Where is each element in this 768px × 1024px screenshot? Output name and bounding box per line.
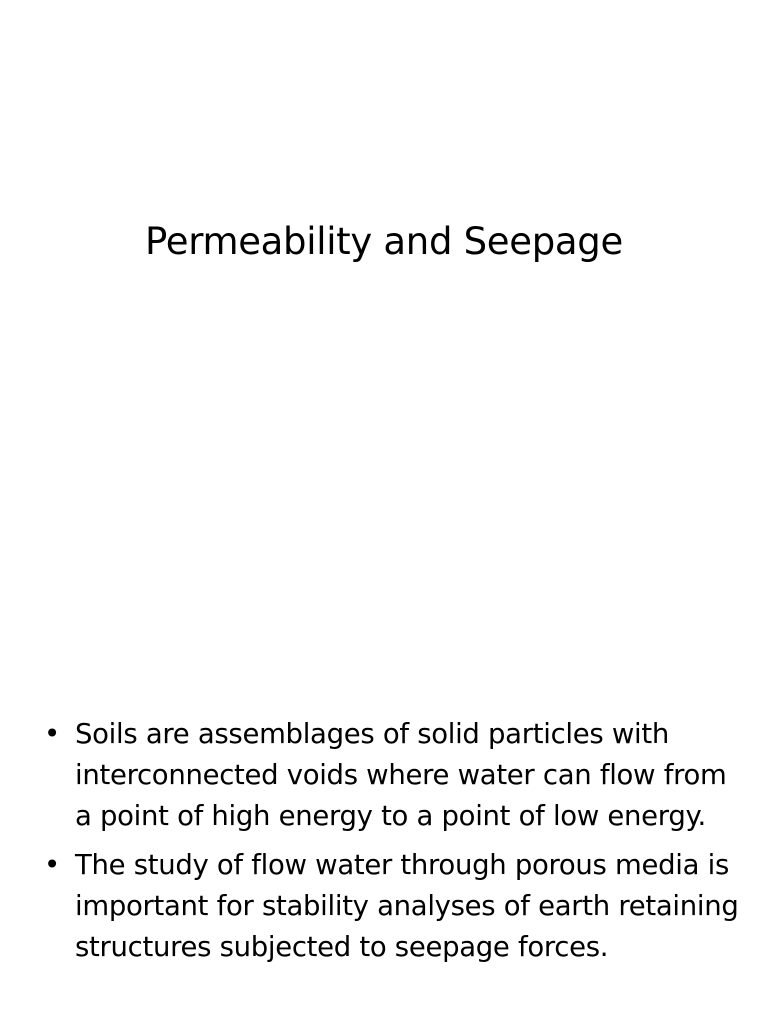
bullet-list xyxy=(44,714,744,976)
slide-title: Permeability and Seepage xyxy=(145,220,623,263)
bullet-marker: • xyxy=(44,718,60,750)
bullet-marker: • xyxy=(44,849,60,881)
bullet-text: Soils are assemblages of solid particles with interconnected voids where water can flow from a point of high energy to a point of low energy. xyxy=(75,718,727,832)
bullet-item xyxy=(44,714,744,837)
bullet-text: The study of flow water through porous media is important for stability analyses of earth retaining structures subjected to seepage forces. xyxy=(75,849,739,963)
bullet-item xyxy=(44,845,744,968)
